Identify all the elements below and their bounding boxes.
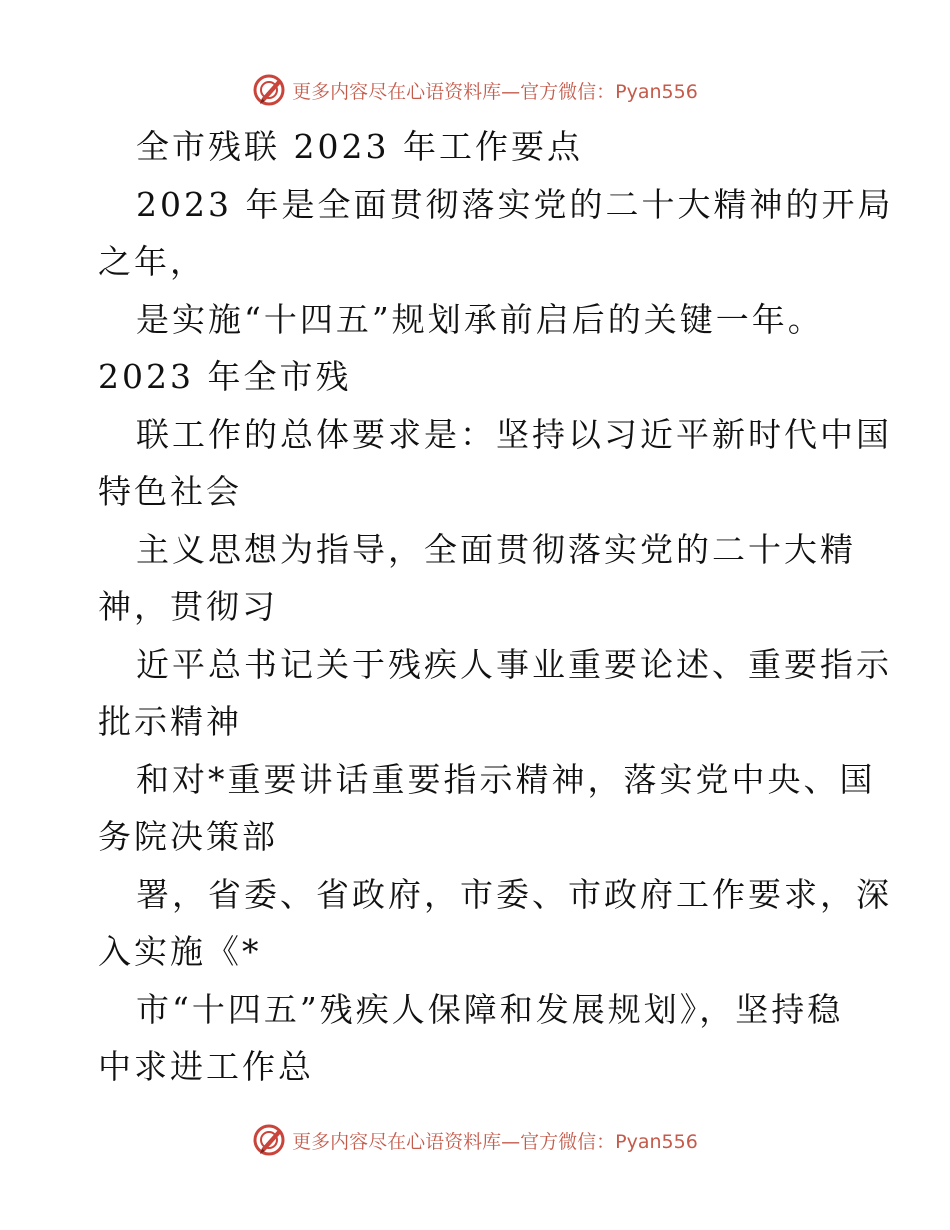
text-line: 主义思想为指导，全面贯彻落实党的二十大精: [136, 529, 856, 569]
text-line: 入实施《*: [98, 932, 262, 971]
document-body: [98, 118, 894, 1096]
text-line: 和对*重要讲话重要指示精神，落实党中央、国: [136, 759, 876, 799]
text-line: 署，省委、省政府，市委、市政府工作要求，深: [136, 874, 892, 914]
pen-logo-icon: [252, 1123, 286, 1157]
text-line: 中求进工作总: [98, 1047, 314, 1086]
text-line: 2023 年是全面贯彻落实党的二十大精神的开局: [136, 184, 894, 224]
text-line: 近平总书记关于残疾人事业重要论述、重要指示: [136, 644, 892, 684]
footer-banner: [0, 1120, 950, 1160]
text-line: 是实施“十四五”规划承前启后的关键一年。: [136, 299, 824, 339]
text-line: 联工作的总体要求是：坚持以习近平新时代中国: [136, 414, 892, 454]
text-line: 2023 年全市残: [98, 357, 352, 396]
text-line: 批示精神: [98, 702, 242, 741]
text-line: 全市残联 2023 年工作要点: [136, 127, 583, 166]
banner-text: 更多内容尽在心语资料库—官方微信：Pyan556: [292, 80, 698, 103]
pen-logo-icon: [252, 73, 286, 107]
text-line: 市“十四五”残疾人保障和发展规划》，坚持稳: [136, 989, 844, 1029]
text-line: 务院决策部: [98, 817, 278, 856]
text-line: 之年，: [98, 242, 206, 281]
header-banner: [0, 70, 950, 110]
text-line: 特色社会: [98, 472, 242, 511]
text-line: 神，贯彻习: [98, 587, 278, 626]
banner-text: 更多内容尽在心语资料库—官方微信：Pyan556: [292, 1130, 698, 1153]
